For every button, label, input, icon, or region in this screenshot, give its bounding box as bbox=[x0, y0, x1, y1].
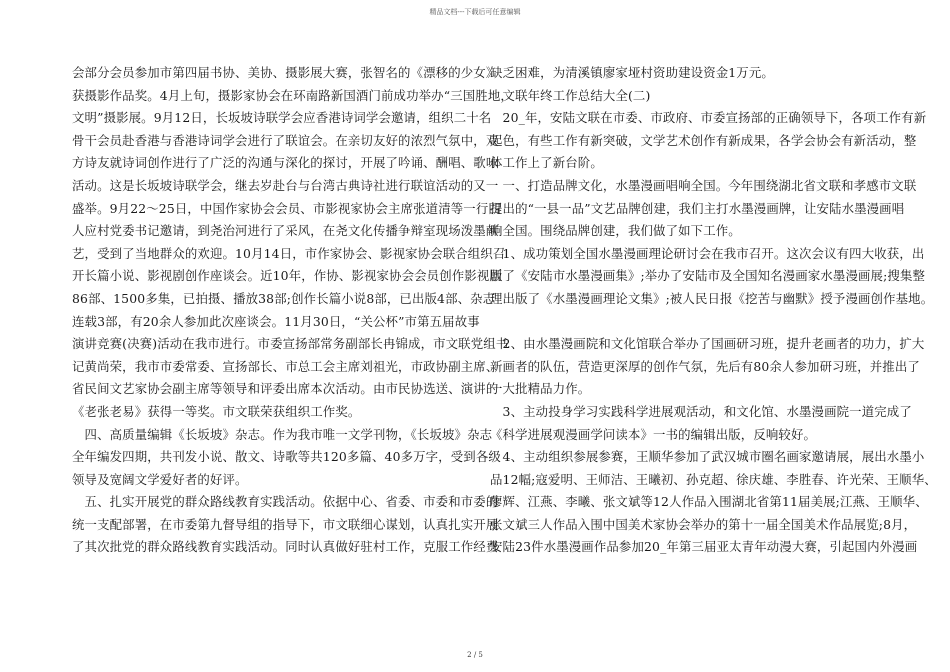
text-line: 方诗友就诗词创作进行了广泛的沟通与深化的探讨，开展了吟诵、酬唱、歌咏 bbox=[72, 155, 499, 171]
text-line: 记黄尚荣，我市市委常委、宣扬部长、市总工会主席刘祖光，市政协副主席、 bbox=[72, 358, 499, 374]
text-line: 3、主动投身学习实践科学进展观活动，和文化馆、水墨漫画院一道完成了 bbox=[490, 403, 912, 419]
text-line: 4、主动组织参展参赛，王顺华参加了武汉城市圈名画家邀请展，展出水墨小 bbox=[490, 449, 925, 465]
text-line: 理出版了《水墨漫画理论文集》;被人民日报《挖苦与幽默》授予漫画创作基地。 bbox=[490, 290, 934, 306]
text-line: 文联年终工作总结大全(二) bbox=[490, 87, 651, 103]
text-line: 《老张老易》获得一等奖。市文联荣获组织工作奖。 bbox=[72, 403, 361, 419]
text-line: 2、由水墨漫画院和文化馆联合举办了国画研习班，提升老画者的功力，扩大 bbox=[490, 336, 925, 352]
text-line: 缺乏困难，为清溪镇廖家垭村资助建设资金1万元。 bbox=[490, 65, 774, 80]
text-line: 会部分会员参加市第四届书协、美协、摄影展大赛，张智名的《漂移的少女》 bbox=[72, 65, 499, 80]
text-line: 获摄影作品奖。4月上旬，摄影家协会在环南路新国酒门前成功举办“三国胜地， bbox=[72, 87, 513, 103]
text-line: 版了《安陆市水墨漫画集》;举办了安陆市及全国知名漫画家水墨漫画展;搜集整 bbox=[490, 268, 926, 284]
right-column bbox=[490, 62, 937, 559]
page-header: 精品文档---下载后可任意编辑 bbox=[429, 8, 521, 16]
text-line: 统一支配部署，在市委第九督导组的指导下，市文联细心谋划，认真扎实开展 bbox=[72, 516, 499, 532]
text-line: 开长篇小说、影视剧创作座谈会。近10年，作协、影视家协会会员创作影视剧 bbox=[72, 268, 502, 284]
text-line: 人应村党委书记邀请，到尧治河进行了采风，在尧文化传播争辩室现场泼墨献 bbox=[72, 223, 499, 239]
text-line: 活动。这是长坂坡诗联学会，继去岁赴台与台湾古典诗社进行联谊活动的又一 bbox=[72, 177, 499, 193]
text-line: 演讲竞赛(决赛)活动在我市进行。市委宣扬部常务副部长冉锦成，市文联党组书 bbox=[72, 336, 509, 352]
page-number: 2 / 5 bbox=[467, 651, 483, 659]
text-line: 骨干会员赴香港与香港诗词学会进行了联谊会。在亲切友好的浓烈气氛中，双 bbox=[72, 132, 499, 148]
text-line: 《科学进展观漫画学问读本》一书的编辑出版，反响较好。 bbox=[490, 426, 817, 442]
text-line bbox=[490, 311, 882, 334]
text-line: 新画者的队伍，营造更深厚的创作气氛，先后有80余人参加研习班，并推出了 bbox=[490, 358, 920, 374]
text-line: 安陆23件水墨漫画作品参加20_年第三届亚太青年动漫大赛，引起国内外漫画 bbox=[490, 539, 918, 555]
text-line: 盛举。9月22～25日，中国作家协会会员、市影视家协会主席张道清等一行四 bbox=[72, 200, 501, 216]
text-line: 86部、1500多集，已拍摄、播放38部;创作长篇小说8部，已出版4部、杂志 bbox=[72, 290, 496, 306]
left-column bbox=[72, 62, 513, 559]
text-line: 领导及宽阔文学爱好者的好评。 bbox=[72, 471, 248, 487]
text-line: 1、成功策划全国水墨漫画理论研讨会在我市召开。这次会议有四大收获，出 bbox=[490, 245, 925, 261]
text-line: 响全国。围绕品牌创建，我们做了如下工作。 bbox=[490, 223, 741, 239]
text-line: 张文斌三人作品入围中国美术家协会举办的第十一届全国美术作品展览;8月， bbox=[490, 516, 917, 532]
text-line: 一、打造品牌文化，水墨漫画唱响全国。今年围绕湖北省文联和孝感市文联 bbox=[490, 177, 917, 193]
text-line: 起色，有些工作有新突破，文学艺术创作有新成果，各学会协会有新活动，整 bbox=[490, 132, 917, 148]
text-line: 连载3部，有20余人参加此次座谈会。11月30日，“关公杯”市第五届故事 bbox=[72, 313, 480, 329]
text-line: 廖辉、江燕、李曦、张文斌等12人作品入围湖北省第11届美展;江燕、王顺华、 bbox=[490, 494, 928, 510]
text-line: 省民间文艺家协会副主席等领导和评委出席本次活动。由市民协选送、演讲的 bbox=[72, 381, 499, 397]
text-line: 了其次批党的群众路线教育实践活动。同时认真做好驻村工作，克服工作经费 bbox=[72, 539, 499, 555]
text-line: 全年编发四期，共刊发小说、散文、诗歌等共120多篇、40多万字，受到各级 bbox=[72, 449, 501, 465]
text-line: 提出的“一县一品”文艺品牌创建，我们主打水墨漫画牌，让安陆水墨漫画唱 bbox=[490, 200, 905, 216]
text-line: 五、扎实开展党的群众路线教育实践活动。依据中心、省委、市委和市委的 bbox=[72, 494, 499, 510]
text-line: 一大批精品力作。 bbox=[490, 381, 591, 397]
text-line: 品12幅;寇爱明、王师洁、王曦初、孙克超、徐庆雄、李胜春、许光荣、王顺华、 bbox=[490, 471, 937, 487]
text-line: 20_年，安陆文联在市委、市政府、市委宣扬部的正确领导下，各项工作有新 bbox=[490, 110, 927, 126]
text-line: 体工作上了新台阶。 bbox=[490, 155, 603, 171]
text-line: 四、高质量编辑《长坂坡》杂志。作为我市唯一文学刊物，《长坂坡》杂志 bbox=[72, 426, 493, 442]
text-line: 艺，受到了当地群众的欢迎。10月14日，市作家协会、影视家协会联合组织召 bbox=[72, 245, 506, 261]
text-line: 文明”摄影展。9月12日，长坂坡诗联学会应香港诗词学会邀请，组织二十名 bbox=[72, 110, 492, 126]
